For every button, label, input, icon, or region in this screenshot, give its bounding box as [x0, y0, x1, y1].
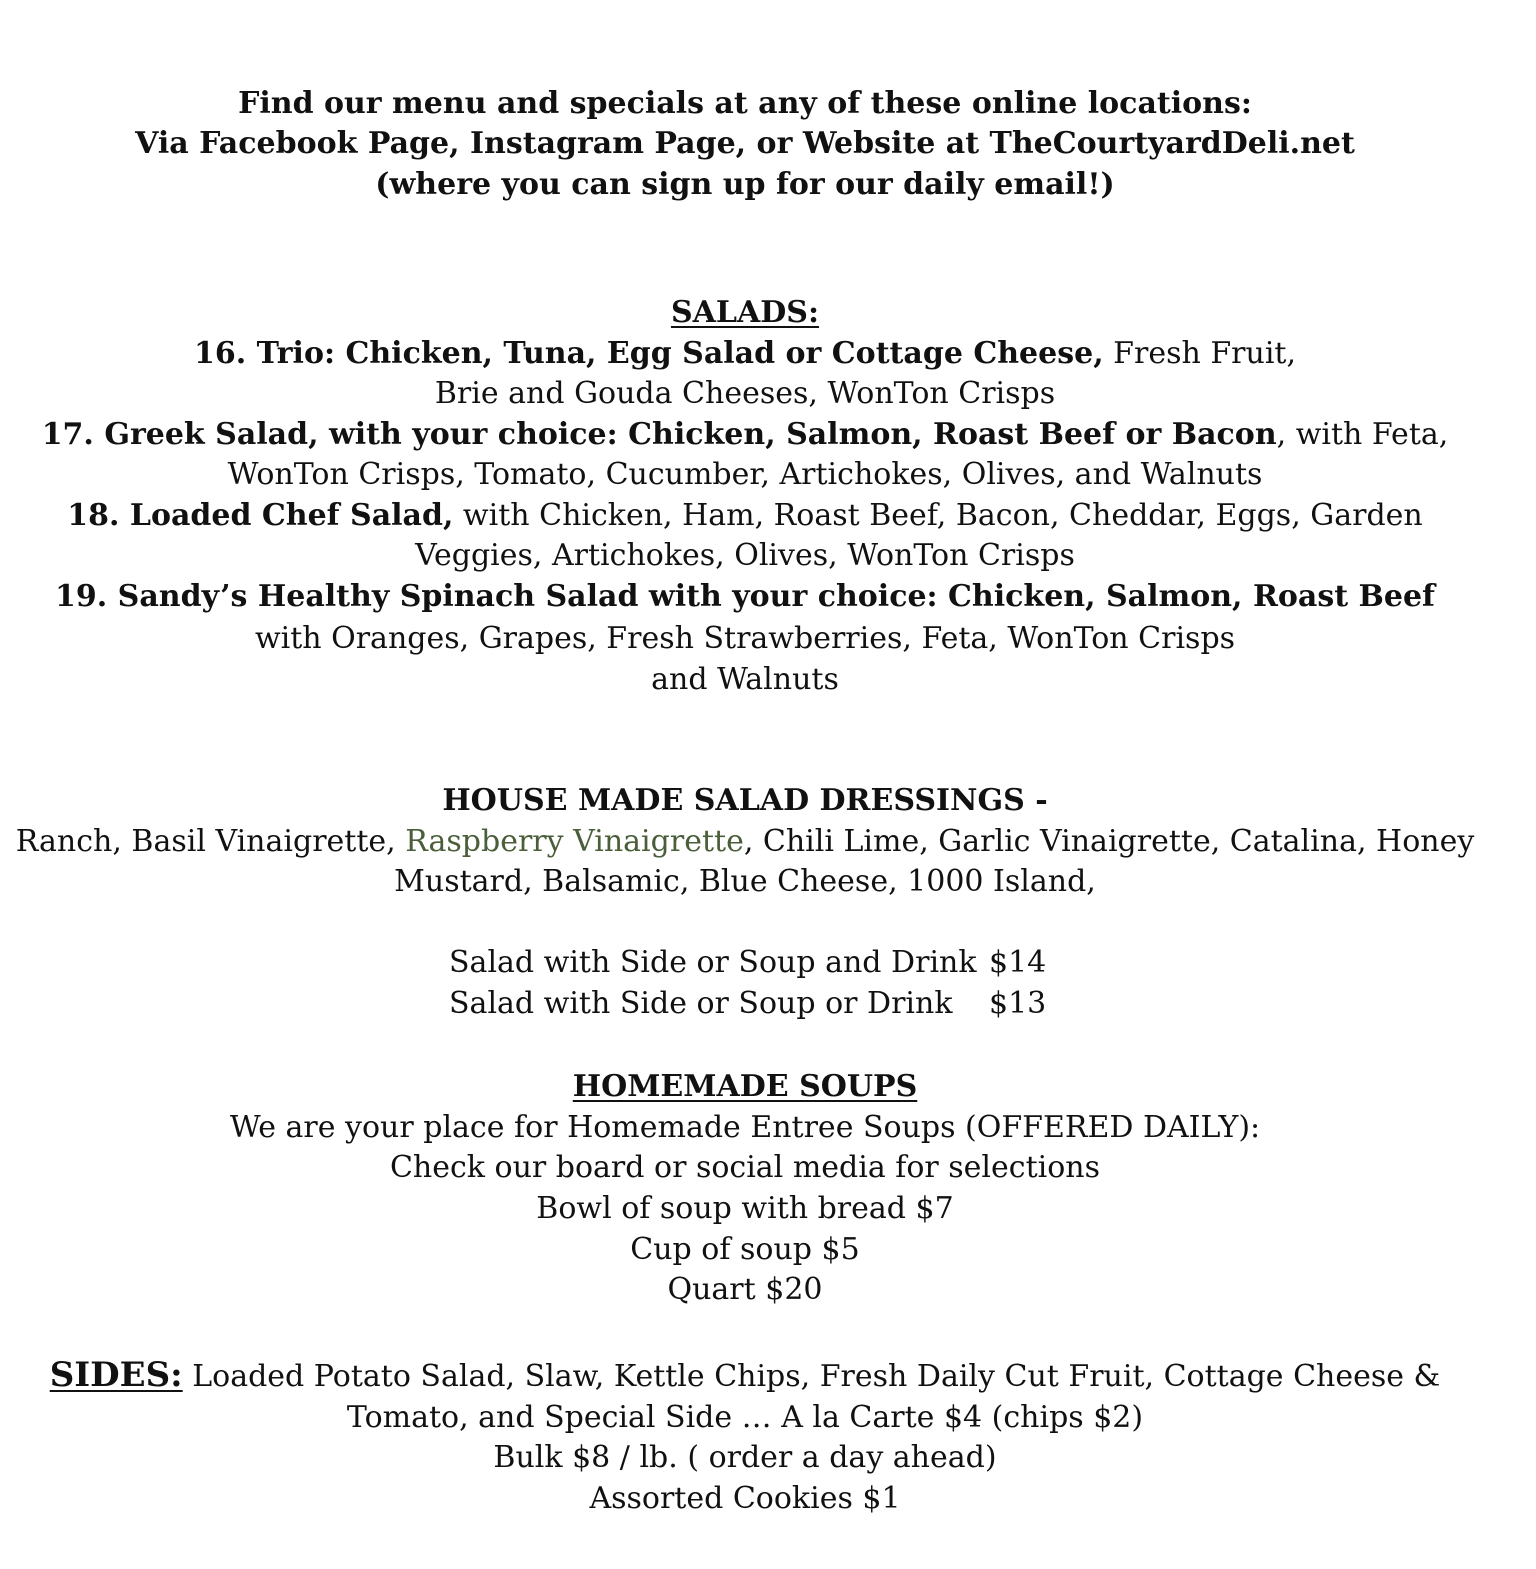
- salads-heading: SALADS:: [670, 295, 820, 330]
- salad-item-16: [0, 334, 1490, 374]
- salad-item-17-desc: , with Feta,: [1276, 417, 1449, 452]
- dressings-line-1: [0, 822, 1490, 862]
- cookies-price: Assorted Cookies $1: [589, 1481, 901, 1516]
- salad-item-19-name: 19. Sandy’s Healthy Spinach Salad with your choice: Chicken, Salmon, Roast Beef: [55, 579, 1435, 614]
- dressing-raspberry: Raspberry Vinaigrette: [405, 824, 744, 859]
- salad-item-16-desc: Fresh Fruit,: [1103, 336, 1297, 371]
- salad-price-row: [449, 943, 1089, 983]
- salad-item-19-cont2: and Walnuts: [651, 662, 839, 697]
- salad-item-17-name: 17. Greek Salad, with your choice: Chicken, Salmon, Roast Beef or Bacon: [41, 417, 1277, 452]
- dressings-list-a: Ranch, Basil Vinaigrette,: [15, 824, 406, 859]
- soup-cup-price: Cup of soup $5: [630, 1232, 860, 1267]
- soup-bowl-price: Bowl of soup with bread $7: [536, 1191, 954, 1226]
- soups-line-1: We are your place for Homemade Entree Soups (OFFERED DAILY):: [229, 1110, 1261, 1145]
- sides-heading: SIDES:: [49, 1355, 183, 1395]
- intro-line-3: (where you can sign up for our daily email!): [375, 167, 1115, 202]
- salad-price-row: [449, 984, 1089, 1024]
- intro-line-1: Find our menu and specials at any of these online locations:: [238, 86, 1252, 121]
- dressings-heading: HOUSE MADE SALAD DRESSINGS -: [442, 783, 1048, 818]
- sides-list: Loaded Potato Salad, Slaw, Kettle Chips, Fresh Daily Cut Fruit, Cottage Cheese &: [182, 1359, 1441, 1394]
- salad-item-18-desc: with Chicken, Ham, Roast Beef, Bacon, Cheddar, Eggs, Garden: [453, 498, 1423, 533]
- salad-price-label: Salad with Side or Soup and Drink: [449, 945, 977, 980]
- salad-item-17: [0, 415, 1490, 455]
- sides-line-2: Tomato, and Special Side … A la Carte $4 (chips $2): [346, 1400, 1144, 1435]
- soups-heading: HOMEMADE SOUPS: [572, 1069, 918, 1104]
- salad-item-16-name: 16. Trio: Chicken, Tuna, Egg Salad or Cottage Cheese,: [193, 336, 1104, 371]
- salad-price-value: $13: [989, 986, 1047, 1021]
- salad-item-19: [0, 577, 1490, 617]
- salad-item-16-cont: Brie and Gouda Cheeses, WonTon Crisps: [434, 376, 1056, 411]
- dressings-list-b: , Chili Lime, Garlic Vinaigrette, Catalina, Honey: [743, 824, 1475, 859]
- salad-item-18: [0, 496, 1490, 536]
- salad-price-label: Salad with Side or Soup or Drink: [449, 986, 953, 1021]
- sides-line-1: [0, 1355, 1490, 1397]
- salad-item-19-cont: with Oranges, Grapes, Fresh Strawberries, Feta, WonTon Crisps: [254, 621, 1236, 656]
- salad-item-18-name: 18. Loaded Chef Salad,: [67, 498, 454, 533]
- sides-bulk-price: Bulk $8 / lb. ( order a day ahead): [493, 1440, 997, 1475]
- intro-line-2: Via Facebook Page, Instagram Page, or Website at TheCourtyardDeli.net: [135, 126, 1355, 161]
- soups-line-2: Check our board or social media for selections: [389, 1150, 1101, 1185]
- salad-item-17-cont: WonTon Crisps, Tomato, Cucumber, Artichokes, Olives, and Walnuts: [227, 457, 1263, 492]
- soup-quart-price: Quart $20: [667, 1272, 823, 1307]
- salad-item-18-cont: Veggies, Artichokes, Olives, WonTon Crisps: [415, 538, 1075, 573]
- dressings-line-2: Mustard, Balsamic, Blue Cheese, 1000 Island,: [394, 864, 1096, 899]
- salad-price-value: $14: [989, 945, 1047, 980]
